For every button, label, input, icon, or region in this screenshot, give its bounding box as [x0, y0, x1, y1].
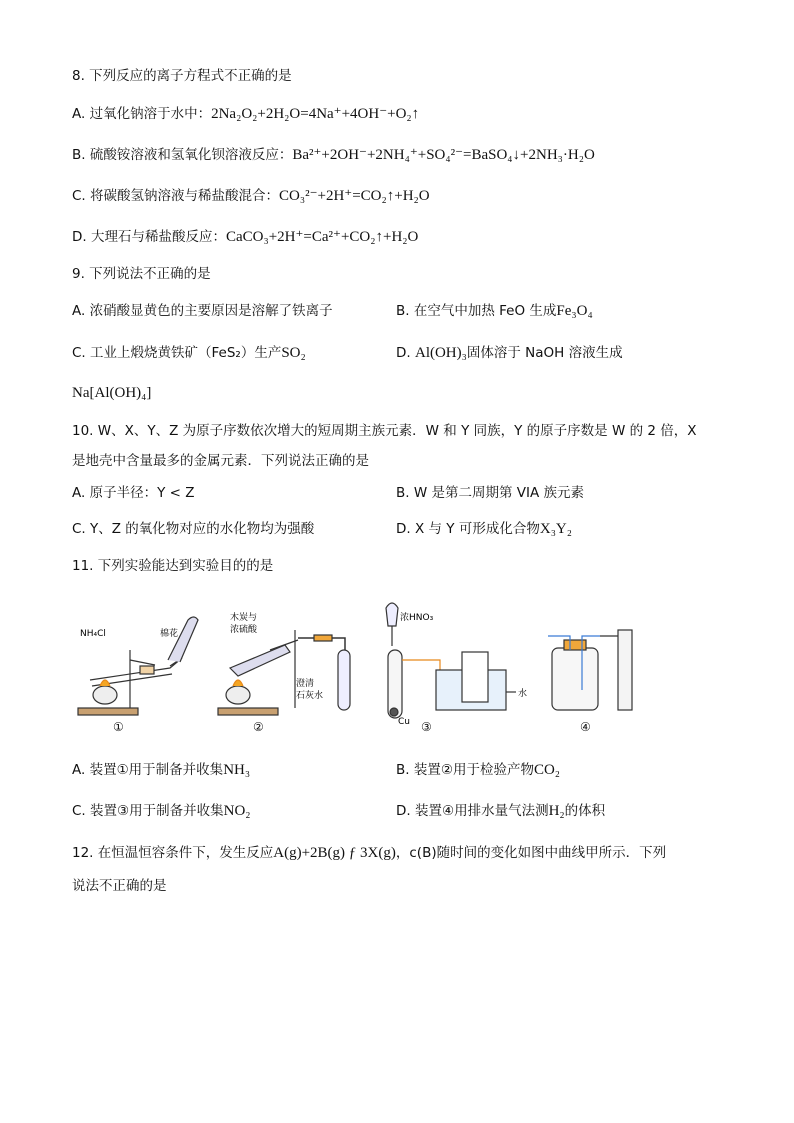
q11-option-a: A. 装置①用于制备并收集NH₃ — [72, 762, 251, 778]
q12-stem-line1: 12. 在恒温恒容条件下，发生反应A(g)+2B(g) ƒ 3X(g)，c(B)随时间的变化如图中曲线甲所示．下列 — [72, 845, 667, 861]
q10-stem-line1: 10. W、X、Y、Z 为原子序数依次增大的短周期主族元素．W 和 Y 同族，Y 的原子序数是 W 的 2 倍，X — [72, 423, 697, 439]
q12-stem-line2: 说法不正确的是 — [72, 878, 167, 894]
fig-caption-4: ④ — [580, 720, 591, 734]
label-cotton: 棉花 — [160, 629, 179, 639]
q8-option-a: A. 过氧化钠溶于水中：2Na₂O₂+2H₂O=4Na⁺+4OH⁻+O₂↑ — [72, 106, 420, 122]
label-nh4cl: NH₄Cl — [80, 629, 106, 639]
q9-option-c: C. 工业上煅烧黄铁矿（FeS₂）生产SO₂ — [72, 345, 306, 361]
label-limewater: 石灰水 — [296, 691, 324, 701]
q11-stem: 11. 下列实验能达到实验目的的是 — [72, 558, 274, 574]
q11-option-d: D. 装置④用排水量气法测H₂的体积 — [396, 803, 606, 819]
apparatus-2 — [218, 630, 350, 715]
q10-option-d: D. X 与 Y 可形成化合物X₃Y₂ — [396, 521, 572, 537]
q8-option-b: B. 硫酸铵溶液和氢氧化钡溶液反应：Ba²⁺+2OH⁻+2NH₄⁺+SO₄²⁻=BaSO₄↓+2NH₃·H₂O — [72, 147, 595, 163]
q10-option-c: C. Y、Z 的氧化物对应的水化物均为强酸 — [72, 521, 315, 537]
fig-caption-1: ① — [113, 720, 124, 734]
label-cu: Cu — [398, 717, 410, 727]
stand-base-1 — [78, 708, 138, 715]
label-charcoal: 木炭与 — [230, 613, 258, 623]
q10-option-b: B. W 是第二周期第 VIA 族元素 — [396, 485, 585, 501]
label-water: 水 — [518, 689, 528, 699]
q9-option-d: D. Al(OH)₃固体溶于 NaOH 溶液生成 — [396, 345, 623, 361]
fig-caption-3: ③ — [421, 720, 432, 734]
apparatus-figure — [70, 590, 670, 730]
q9-option-b: B. 在空气中加热 FeO 生成Fe₃O₄ — [396, 303, 593, 319]
q9-option-a: A. 浓硝酸显黄色的主要原因是溶解了铁离子 — [72, 303, 333, 319]
q10-option-a: A. 原子半径：Y < Z — [72, 485, 195, 501]
q10-stem-line2: 是地壳中含量最多的金属元素．下列说法正确的是 — [72, 453, 369, 469]
flame-1 — [100, 680, 110, 686]
q8-option-c: C. 将碳酸氢钠溶液与稀盐酸混合：CO₃²⁻+2H⁺=CO₂↑+H₂O — [72, 188, 430, 204]
q9-option-d-cont: Na[Al(OH)₄] — [72, 385, 152, 401]
q9-stem: 9. 下列说法不正确的是 — [72, 266, 211, 282]
fig-caption-2: ② — [253, 720, 264, 734]
label-conc-h2so4: 浓硫酸 — [230, 625, 258, 635]
q11-option-c: C. 装置③用于制备并收集NO₂ — [72, 803, 251, 819]
label-clear: 澄清 — [296, 679, 315, 689]
q8-stem: 8. 下列反应的离子方程式不正确的是 — [72, 68, 292, 84]
apparatus-4 — [548, 630, 632, 710]
q11-option-b: B. 装置②用于检验产物CO₂ — [396, 762, 561, 778]
label-conc-hno3: 浓HNO₃ — [400, 613, 434, 623]
q8-option-d: D. 大理石与稀盐酸反应：CaCO₃+2H⁺=Ca²⁺+CO₂↑+H₂O — [72, 229, 419, 245]
